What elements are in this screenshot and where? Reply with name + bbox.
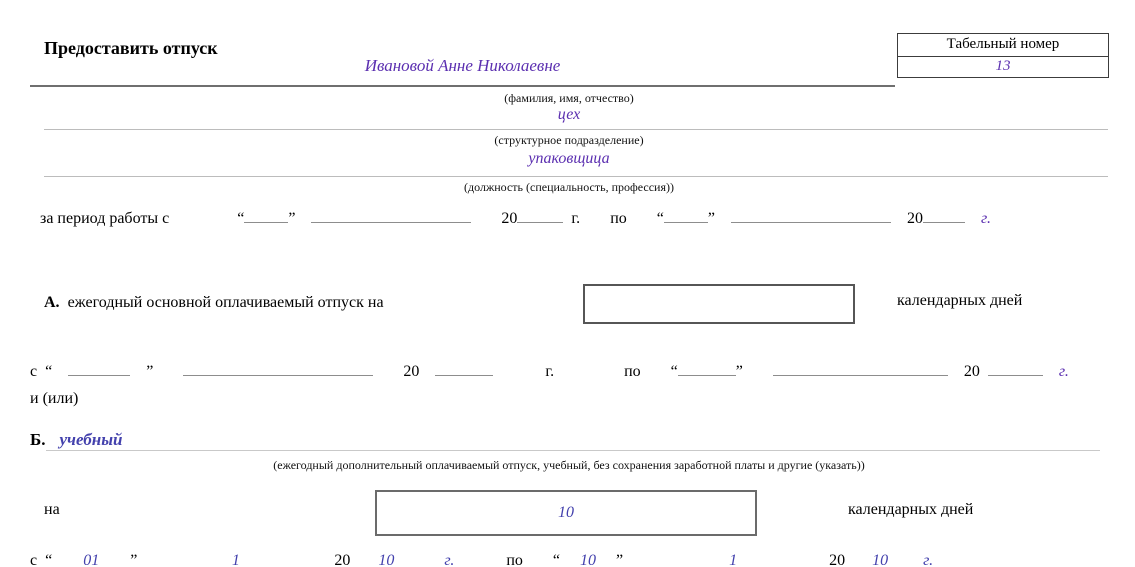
department-field[interactable]: цех [557,106,581,123]
section-b-to-month-field[interactable]: 1 [653,552,813,567]
section-b-from-year-field[interactable]: 10 [358,552,414,567]
position-caption: (должность (специальность, профессия)) [464,180,674,194]
department-rule [44,129,1108,130]
work-period-label: за период работы с [40,210,170,227]
section-a-from-label: с [30,363,38,380]
year-prefix: 20 [403,363,420,380]
section-a-to-month-blank[interactable] [773,360,948,376]
open-quote-icon: “ [656,210,664,227]
position-field[interactable]: упаковщица [528,150,610,167]
section-b-dates-row [30,552,933,567]
section-b-days-box[interactable] [375,490,757,536]
section-b-to-year-field[interactable]: 10 [853,552,907,567]
employee-name-caption: (фамилия, имя, отчество) [504,91,634,105]
open-quote-icon: “ [45,552,53,567]
and-or-label: и (или) [30,390,79,407]
year-suffix: г. [571,210,581,227]
close-quote-icon: ” [616,552,624,567]
department-caption: (структурное подразделение) [494,133,644,147]
section-a-dates-row [30,360,1069,381]
work-period-from-year-blank[interactable] [517,207,563,223]
section-b-from-day-field[interactable]: 01 [60,552,122,567]
close-quote-icon: ” [146,363,154,380]
section-b-from-month-field[interactable]: 1 [153,552,318,567]
work-period-from-month-blank[interactable] [311,207,471,223]
section-b-row [30,430,1100,451]
section-b-to-label: по [506,552,523,567]
year-suffix-accent: г. [1058,363,1069,380]
section-b-days-value: 10 [558,504,574,521]
section-a-to-year-blank[interactable] [988,360,1043,376]
section-a-days-box[interactable] [583,284,855,324]
close-quote-icon: ” [130,552,138,567]
employee-name-value: Ивановой Анне Николаевне [364,56,561,75]
year-prefix: 20 [963,363,980,380]
year-prefix: 20 [334,552,351,567]
section-b-caption: (ежегодный дополнительный оплачиваемый отпуск, учебный, без сохранения заработной платы и другие (указать)) [273,458,865,472]
section-b-days-suffix: календарных дней [848,501,974,518]
year-prefix: 20 [829,552,846,567]
section-a-letter: А. [44,294,60,311]
section-a-from-month-blank[interactable] [183,360,373,376]
open-quote-icon: “ [237,210,245,227]
close-quote-icon: ” [707,210,715,227]
section-a-label: ежегодный основной оплачиваемый отпуск на [67,294,384,311]
section-a-row [44,283,384,323]
year-prefix: 20 [501,210,518,227]
open-quote-icon: “ [552,552,561,567]
section-b-on-label: на [44,501,60,518]
work-period-from-day-blank[interactable] [244,207,288,223]
year-prefix: 20 [906,210,923,227]
section-b-leave-type-value: учебный [59,430,123,449]
work-period-to-year-blank[interactable] [923,207,965,223]
year-suffix-accent: г. [980,210,991,227]
year-suffix-accent: г. [444,552,455,567]
open-quote-icon: “ [45,363,53,380]
personnel-number-table [897,33,1109,78]
section-a-from-day-blank[interactable] [68,360,130,376]
personnel-number-label: Табельный номер [898,34,1108,57]
personnel-number-value[interactable]: 13 [995,58,1011,74]
section-a-days-suffix: календарных дней [897,292,1023,309]
section-b-leave-type-field[interactable] [46,430,1101,451]
section-b-letter: Б. [30,430,46,449]
section-a-to-day-blank[interactable] [678,360,736,376]
section-b-to-day-field[interactable]: 10 [560,552,616,567]
employee-name-field[interactable] [30,56,895,87]
work-period-to-day-blank[interactable] [664,207,708,223]
close-quote-icon: ” [288,210,296,227]
open-quote-icon: “ [670,363,678,380]
work-period-to-month-blank[interactable] [731,207,891,223]
form-title: Предоставить отпуск [44,38,218,58]
close-quote-icon: ” [735,363,743,380]
section-a-to-label: по [624,363,641,380]
section-a-from-year-blank[interactable] [435,360,493,376]
section-b-from-label: с [30,552,38,567]
position-rule [44,176,1108,177]
year-suffix: г. [545,363,555,380]
work-period-row [40,207,991,228]
year-suffix-accent: г. [923,552,934,567]
work-period-to-label: по [610,210,627,227]
